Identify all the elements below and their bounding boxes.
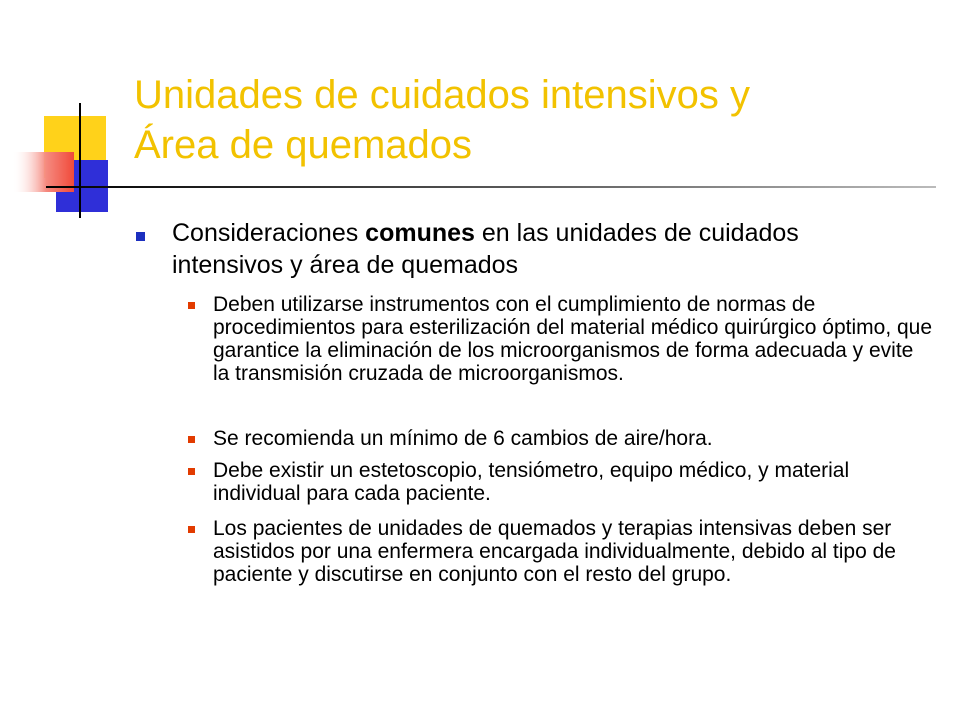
slide-title [134, 70, 934, 170]
sub-bullet-text: Debe existir un estetoscopio, tensiómetro, equipo médico, y material individual para cada paciente. [213, 459, 850, 505]
sub-bullet-text: Deben utilizarse instrumentos con el cumplimiento de normas de procedimientos para esterilización del material médico quirúrgico óptimo, que garantice la eliminación de los microorganismos de forma adecuada y evite la transmisión cruzada de microorganismos. [213, 293, 933, 385]
main-bullet-suffix: en las unidades de cuidados intensivos y área de quemados [172, 219, 799, 279]
sub-bullet-text: Se recomienda un mínimo de 6 cambios de aire/hora. [213, 427, 713, 450]
sub-bullet-marker [188, 526, 195, 533]
sub-bullet-marker [188, 436, 195, 443]
main-bullet-prefix: Consideraciones [172, 219, 366, 247]
sub-bullet-marker [188, 302, 195, 309]
sub-bullet-marker [188, 468, 195, 475]
title-line-2: Área de quemados [134, 123, 473, 167]
main-bullet-marker [136, 232, 145, 241]
title-line-1: Unidades de cuidados intensivos y [134, 73, 750, 117]
main-bullet-emphasis: comunes [365, 219, 475, 247]
sub-bullet-text: Los pacientes de unidades de quemados y terapias intensivas deben ser asistidos por una enfermera encargada individualmente, debido al tipo de paciente y discutirse en conjunto con el resto del grupo. [213, 517, 896, 586]
main-bullet-text [172, 217, 892, 281]
